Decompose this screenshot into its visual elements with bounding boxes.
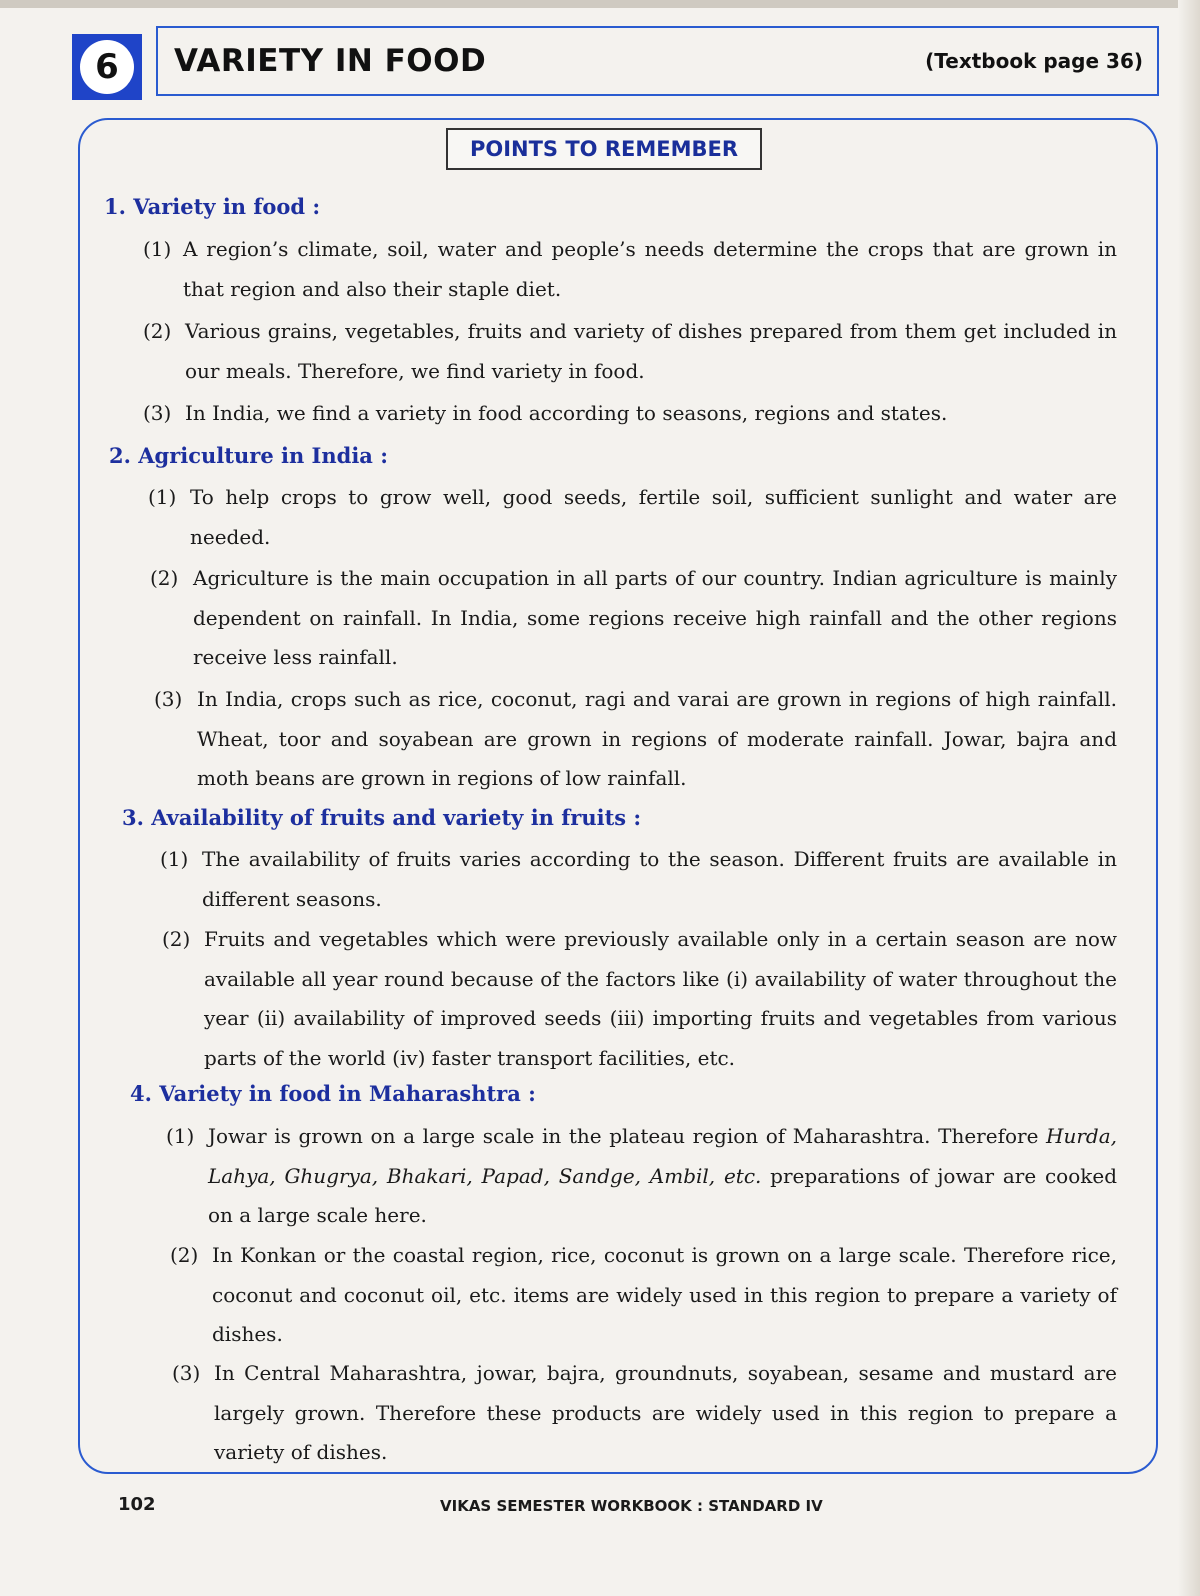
item-text: In India, we find a variety in food according to seasons, regions and states. [185,401,948,425]
item-number: (2) [170,1243,199,1267]
section-heading: 3. Availability of fruits and variety in fruits : [122,805,642,830]
item-text: In Konkan or the coastal region, rice, coconut is grown on a large scale. Therefore rice, coconut and coconut oil, etc. items are widely used in this region to prepare a variety of dishes. [212,1243,1117,1346]
chapter-badge [72,34,142,100]
dish-names: Hurda, Lahya, Ghugrya, Bhakari, Papad, Sandge, Ambil, etc. [208,1124,1117,1188]
list-item [143,312,1117,391]
chapter-title: VARIETY IN FOOD [174,43,487,79]
item-text: Fruits and vegetables which were previously available only in a certain season are now available all year round because of the factors like (i) availability of water throughout the year (ii) availability of improved seeds (iii) importing fruits and vegetables from various parts of the world (iv) faster transport facilities, etc. [204,927,1117,1070]
section-heading: 1. Variety in food : [104,194,321,219]
item-text: A region’s climate, soil, water and people’s needs determine the crops that are grown in that region and also their staple diet. [183,237,1117,301]
list-item [150,559,1117,678]
list-item [154,680,1117,799]
item-text: In Central Maharashtra, jowar, bajra, groundnuts, soyabean, sesame and mustard are largely grown. Therefore these products are widely used in this region to prepare a variety of dishes. [214,1361,1117,1464]
points-to-remember-label: POINTS TO REMEMBER [446,128,762,170]
page-shadow [1178,0,1200,1596]
list-item [170,1236,1117,1355]
item-text: In India, crops such as rice, coconut, ragi and varai are grown in regions of high rainfall. Wheat, toor and soyabean are grown in regions of moderate rainfall. Jowar, bajra and moth beans are grown in regions of low rainfall. [197,687,1117,790]
page-edge [0,0,1200,8]
item-text: Jowar is grown on a large scale in the plateau region of Maharashtra. Therefore Hurda, Lahya, Ghugrya, Bhakari, Papad, Sandge, Ambil, etc. preparations of jowar are cooked on a large scale here. [208,1124,1117,1227]
list-item [143,230,1117,309]
list-item [172,1354,1117,1473]
item-number: (1) [148,485,177,509]
textbook-reference: (Textbook page 36) [925,49,1143,73]
item-text: To help crops to grow well, good seeds, fertile soil, sufficient sunlight and water are needed. [190,485,1117,549]
item-number: (3) [154,687,183,711]
section-heading: 2. Agriculture in India : [109,443,388,468]
item-number: (3) [172,1361,201,1385]
item-number: (3) [143,401,172,425]
list-item [160,840,1117,919]
chapter-title-bar [156,26,1159,96]
list-item [143,394,1117,434]
list-item [148,478,1117,557]
list-item [162,920,1117,1078]
item-number: (2) [150,566,179,590]
page-number: 102 [118,1494,156,1515]
chapter-number: 6 [80,40,134,94]
item-number: (2) [162,927,191,951]
item-number: (1) [143,237,172,261]
list-item [166,1117,1117,1236]
item-text: The availability of fruits varies according to the season. Different fruits are available in different seasons. [202,847,1117,911]
item-number: (1) [160,847,189,871]
item-number: (1) [166,1124,195,1148]
item-text: Agriculture is the main occupation in all parts of our country. Indian agriculture is mainly dependent on rainfall. In India, some regions receive high rainfall and the other regions receive less rainfall. [193,566,1117,669]
book-title: VIKAS SEMESTER WORKBOOK : STANDARD IV [440,1497,823,1515]
section-heading: 4. Variety in food in Maharashtra : [130,1081,536,1106]
item-number: (2) [143,319,172,343]
item-text: Various grains, vegetables, fruits and variety of dishes prepared from them get included in our meals. Therefore, we find variety in food. [185,319,1117,383]
